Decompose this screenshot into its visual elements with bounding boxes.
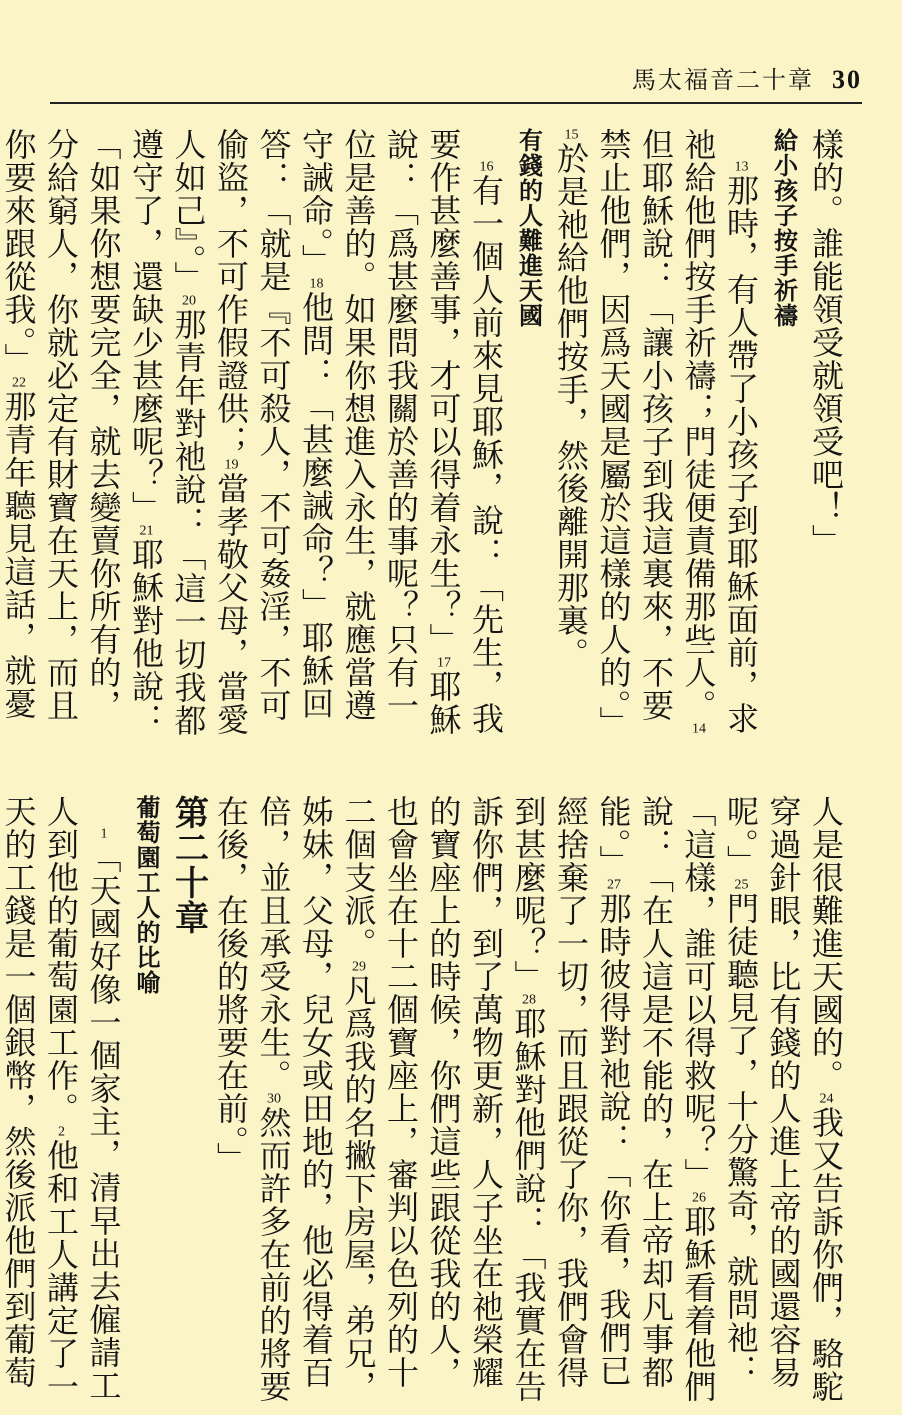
verse-number: 2: [58, 1125, 65, 1139]
page-header: [632, 60, 862, 95]
paragraph: 16有一個人前來見耶穌，說：「先生，我要作甚麼善事，才可以得着永生？」17耶穌說：「爲甚麼問我關於善的事呢？只有一位是善的。如果你想進入永生，就應當遵守誡命。」18他問：「甚麼誡命？」耶穌回答：「就是『不可殺人，不可姦淫，不可偷盜，不可作假證供；19當孝敬父母，當愛人如己』。」20那青年對祂說：「這一切我都遵守了，還缺少甚麼呢？」21耶穌對他說：「如果你想要完全，就去變賣你所有的，分給窮人，你就必定有財寶在天上，而且你要來跟從我。」22那青年聽見這話，就憂: [0, 128, 505, 737]
verse-number: 29: [352, 960, 366, 974]
verse-number: 14: [692, 722, 706, 736]
verse-number: 30: [267, 1092, 281, 1106]
page-number: 30: [832, 65, 862, 94]
verse-number: 22: [12, 376, 26, 390]
running-title: 馬太福音二十章: [632, 66, 814, 94]
verse-number: 1: [100, 827, 108, 841]
verse-number: 20: [182, 294, 196, 308]
verse-number: 26: [692, 1191, 706, 1205]
verse-number: 16: [479, 160, 494, 174]
verse-number: 17: [437, 656, 451, 670]
chapter-title: 第二十章: [168, 795, 209, 935]
header-rule: [50, 102, 862, 104]
verse-number: 18: [309, 277, 324, 291]
top-text-block: [0, 128, 847, 748]
paragraph: 人是很難進天國的。24我又告訴你們，駱駝穿過針眼，比有錢的人進上帝的國還容易呢。」25門徒聽見了，十分驚奇，就問祂：「這樣，誰可以得救呢？」26耶穌看着他們說：「在人這是不能的，在上帝却凡事都能。」27那時彼得對祂說：「你看，我們已經捨棄了一切，而且跟從了你，我們會得到甚麼呢？」28耶穌對他們說：「我實在告訴你們，到了萬物更新，人子坐在祂榮耀的寶座上的時候，你們這些跟從我的人，也會坐在十二個寶座上，審判以色列的十二個支派。29凡爲我的名撇下房屋，弟兄，姊妹，父母，兒女或田地的，他必得着百倍，並且承受永生。30然而許多在前的將要在後，在後的將要在前。」: [212, 795, 845, 1403]
verse-number: 28: [522, 993, 536, 1007]
verse-number: 15: [564, 128, 579, 142]
section-heading: 給小孩子按手祈禱: [769, 128, 798, 328]
verse-number: 27: [607, 878, 621, 892]
verse-number: 19: [224, 458, 239, 472]
verse-number: 24: [819, 1092, 834, 1106]
verse-number: 13: [734, 160, 749, 174]
bottom-text-block: [0, 795, 847, 1405]
section-heading: 葡萄園工人的比喻: [132, 795, 160, 995]
continued-text: 樣的。誰能領受就領受吧！」: [807, 128, 845, 557]
section-heading: 有錢的人難進天國: [514, 128, 543, 328]
paragraph: 13那時，有人帶了小孩子到耶穌面前，求祂給他們按手祈禱；門徒便責備那些人。14但耶穌說：「讓小孩子到我這裏來，不要禁止他們，因爲天國是屬於這樣的人的。」15於是祂給他們按手，然後離開那裏。: [552, 128, 760, 739]
verse-number: 25: [734, 878, 749, 892]
paragraph: 1「天國好像一個家主，清早出去僱請工人到他的葡萄園工作。2他和工人講定了一天的工錢是一個銀幣，然後派他們到葡萄: [0, 795, 123, 1403]
verse-number: 21: [139, 524, 154, 538]
